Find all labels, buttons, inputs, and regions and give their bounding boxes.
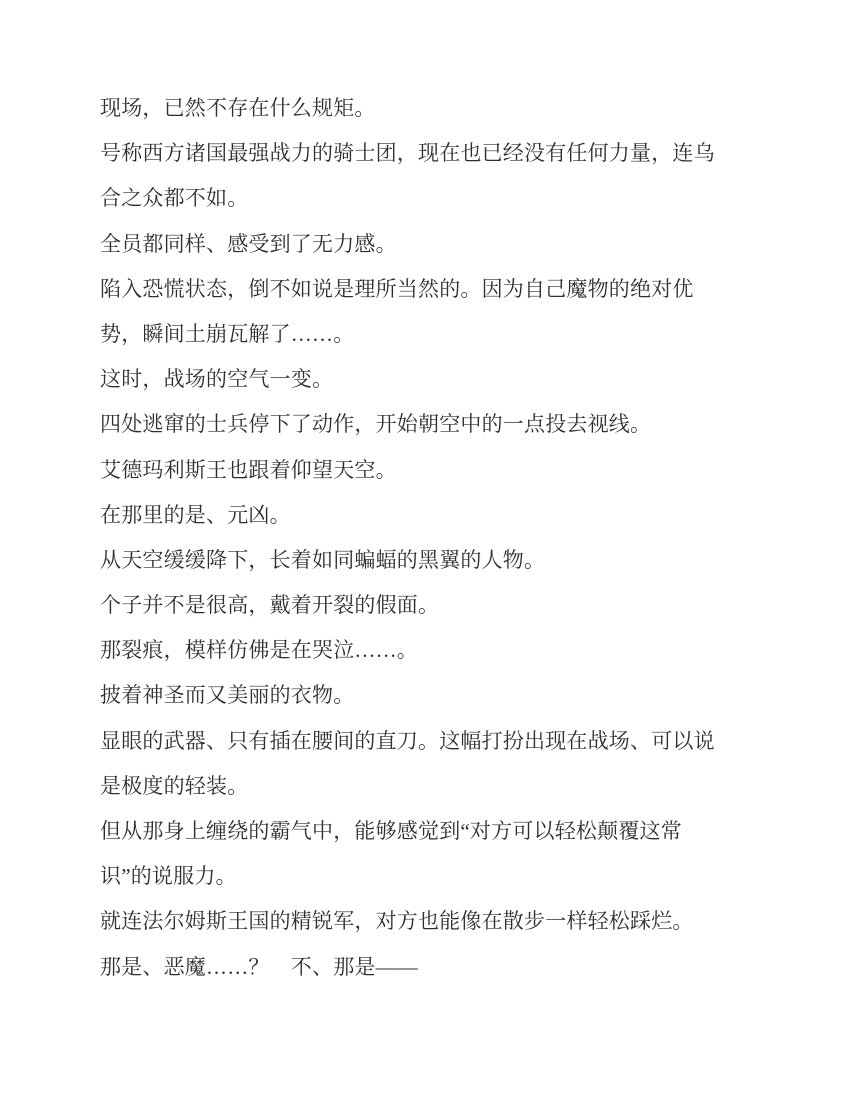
text-line: 从天空缓缓降下，长着如同蝙蝠的黑翼的人物。 bbox=[100, 547, 546, 572]
text-line: 合之众都不如。 bbox=[100, 186, 249, 211]
text-line: 现场，已然不存在什么规矩。 bbox=[100, 96, 376, 120]
text-line: 那是、恶魔……？ 不、那是—— bbox=[100, 954, 418, 979]
text-line: 陷入恐慌状态，倒不如说是理所当然的。因为自己魔物的绝对优 bbox=[100, 276, 694, 301]
text-line: 号称西方诸国最强战力的骑士团，现在也已经没有任何力量，连乌 bbox=[100, 141, 715, 166]
text-line: 个子并不是很高，戴着开裂的假面。 bbox=[100, 593, 440, 618]
text-line: 但从那身上缠绕的霸气中，能够感觉到“对方可以轻松颠覆这常 bbox=[100, 819, 682, 843]
text-line: 这时，战场的空气一变。 bbox=[100, 367, 334, 392]
text-line: 是极度的轻装。 bbox=[100, 773, 249, 798]
text-line: 那裂痕，模样仿佛是在哭泣……。 bbox=[100, 638, 418, 663]
text-line: 全员都同样、感受到了无力感。 bbox=[100, 231, 397, 256]
text-line: 识”的说服力。 bbox=[100, 864, 237, 889]
text-line: 在那里的是、元凶。 bbox=[100, 502, 291, 527]
text-line: 四处逃窜的士兵停下了动作，开始朝空中的一点投去视线。 bbox=[100, 412, 652, 437]
text-line: 显眼的武器、只有插在腰间的直刀。这幅打扮出现在战场、可以说 bbox=[100, 728, 715, 753]
text-line: 势，瞬间土崩瓦解了……。 bbox=[100, 321, 355, 346]
text-line: 艾德玛利斯王也跟着仰望天空。 bbox=[100, 457, 397, 482]
text-line: 就连法尔姆斯王国的精锐军，对方也能像在散步一样轻松踩烂。 bbox=[100, 909, 694, 934]
document-text-block bbox=[100, 86, 780, 990]
text-line: 披着神圣而又美丽的衣物。 bbox=[100, 683, 355, 708]
